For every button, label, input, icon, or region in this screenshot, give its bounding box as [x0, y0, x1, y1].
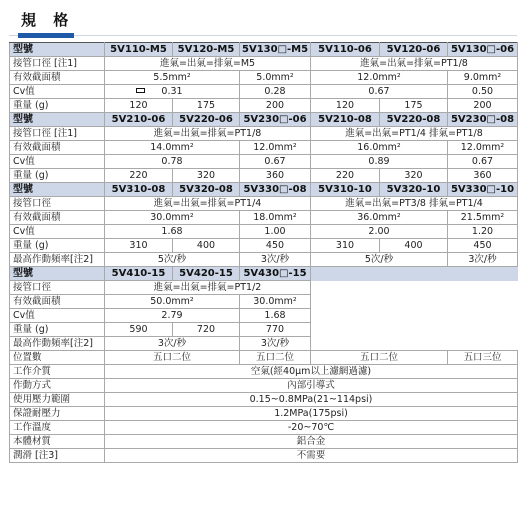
row-label: 最高作動頻率[注2] [10, 253, 105, 267]
area-cell: 12.0mm² [448, 141, 518, 155]
port-cell: 進氣=出氣=PT3/8 排氣=PT1/4 [311, 197, 518, 211]
weight-cell: 720 [173, 323, 240, 337]
cv-cell: 0.31 [105, 85, 240, 99]
freq-cell: 3次/秒 [240, 337, 311, 351]
row-label: 型號 [10, 267, 105, 281]
row-label: 本體材質 [10, 435, 105, 449]
row-label: 重量 (g) [10, 239, 105, 253]
row-label: 有效截面積 [10, 141, 105, 155]
table-row [10, 127, 518, 141]
table-row [10, 351, 518, 365]
row-label: 重量 (g) [10, 323, 105, 337]
cv-cell: 1.68 [240, 309, 311, 323]
row-label: 重量 (g) [10, 169, 105, 183]
lubrication-cell: 不需要 [105, 449, 518, 463]
model-cell: 5V210-06 [105, 113, 173, 127]
freq-cell: 3次/秒 [105, 337, 240, 351]
cv-cell: 0.78 [105, 155, 240, 169]
table-row [10, 85, 518, 99]
row-label: 作動方式 [10, 379, 105, 393]
model-cell: 5V220-08 [380, 113, 448, 127]
model-cell: 5V430□-15 [240, 267, 311, 281]
table-row [10, 295, 518, 309]
table-row [10, 253, 518, 267]
model-cell: 5V130□-06 [448, 43, 518, 57]
table-row [10, 421, 518, 435]
table-row [10, 155, 518, 169]
freq-cell: 5次/秒 [311, 253, 448, 267]
cv-cell: 0.67 [448, 155, 518, 169]
area-cell: 21.5mm² [448, 211, 518, 225]
row-label: 最高作動頻率[注2] [10, 337, 105, 351]
table-row [10, 407, 518, 421]
spec-table [9, 42, 518, 463]
cv-cell: 0.89 [311, 155, 448, 169]
row-label: 有效截面積 [10, 211, 105, 225]
cv-cell: 2.00 [311, 225, 448, 239]
area-cell: 5.0mm² [240, 71, 311, 85]
positions-cell: 五口二位 [311, 351, 448, 365]
weight-cell: 200 [448, 99, 518, 113]
medium-cell: 空氣(經40μm以上濾網過濾) [105, 365, 518, 379]
row-label: 接管口徑 [注1] [10, 57, 105, 71]
weight-cell: 590 [105, 323, 173, 337]
table-row [10, 99, 518, 113]
area-cell: 12.0mm² [311, 71, 448, 85]
empty-area [311, 323, 518, 337]
model-cell: 5V210-08 [311, 113, 380, 127]
empty-area [311, 337, 518, 351]
positions-cell: 五口二位 [240, 351, 311, 365]
area-cell: 36.0mm² [311, 211, 448, 225]
row-label: 有效截面積 [10, 71, 105, 85]
weight-cell: 450 [448, 239, 518, 253]
positions-cell: 五口二位 [105, 351, 240, 365]
table-row [10, 365, 518, 379]
table-row [10, 309, 518, 323]
table-row [10, 281, 518, 295]
port-cell: 進氣=出氣=排氣=PT1/2 [105, 281, 311, 295]
freq-cell: 3次/秒 [448, 253, 518, 267]
area-cell: 30.0mm² [105, 211, 240, 225]
weight-cell: 360 [448, 169, 518, 183]
weight-cell: 400 [380, 239, 448, 253]
weight-cell: 360 [240, 169, 311, 183]
weight-cell: 310 [105, 239, 173, 253]
port-cell: 進氣=出氣=排氣=PT1/8 [105, 127, 311, 141]
area-cell: 12.0mm² [240, 141, 311, 155]
table-row [10, 71, 518, 85]
area-cell: 18.0mm² [240, 211, 311, 225]
port-cell: 進氣=出氣=排氣=PT1/8 [311, 57, 518, 71]
model-cell: 5V310-10 [311, 183, 380, 197]
table-row [10, 113, 518, 127]
port-cell: 進氣=出氣=排氣=M5 [105, 57, 311, 71]
freq-cell: 5次/秒 [105, 253, 240, 267]
model-cell: 5V310-08 [105, 183, 173, 197]
table-row [10, 435, 518, 449]
weight-cell: 200 [240, 99, 311, 113]
model-cell: 5V230□-06 [240, 113, 311, 127]
model-cell: 5V320-08 [173, 183, 240, 197]
model-cell: 5V420-15 [173, 267, 240, 281]
row-label: 工作介質 [10, 365, 105, 379]
model-cell: 5V110-M5 [105, 43, 173, 57]
weight-cell: 120 [311, 99, 380, 113]
row-label: Cv值 [10, 85, 105, 99]
cv-cell: 2.79 [105, 309, 240, 323]
table-row [10, 183, 518, 197]
model-cell: 5V230□-08 [448, 113, 518, 127]
table-row [10, 141, 518, 155]
cv-cell: 0.28 [240, 85, 311, 99]
cv-cell: 0.50 [448, 85, 518, 99]
empty-area [311, 295, 518, 309]
mode-cell: 內部引導式 [105, 379, 518, 393]
area-cell: 14.0mm² [105, 141, 240, 155]
table-row [10, 43, 518, 57]
model-cell: 5V330□-10 [448, 183, 518, 197]
model-cell: 5V220-06 [173, 113, 240, 127]
row-label: 潤滑 [注3] [10, 449, 105, 463]
proof-pressure-cell: 1.2MPa(175psi) [105, 407, 518, 421]
table-row [10, 169, 518, 183]
row-label: 接管口徑 [10, 197, 105, 211]
model-cell: 5V120-06 [380, 43, 448, 57]
table-row [10, 57, 518, 71]
weight-cell: 220 [311, 169, 380, 183]
pressure-cell: 0.15~0.8MPa(21~114psi) [105, 393, 518, 407]
row-label: Cv值 [10, 155, 105, 169]
weight-cell: 175 [380, 99, 448, 113]
model-cell: 5V120-M5 [173, 43, 240, 57]
weight-cell: 175 [173, 99, 240, 113]
area-cell: 30.0mm² [240, 295, 311, 309]
area-cell: 5.5mm² [105, 71, 240, 85]
cv-cell: 1.00 [240, 225, 311, 239]
table-row [10, 323, 518, 337]
row-label: 使用壓力範圍 [10, 393, 105, 407]
table-row [10, 337, 518, 351]
temperature-cell: -20~70℃ [105, 421, 518, 435]
weight-cell: 120 [105, 99, 173, 113]
freq-cell: 3次/秒 [240, 253, 311, 267]
row-label: 工作溫度 [10, 421, 105, 435]
port-cell: 進氣=出氣=排氣=PT1/4 [105, 197, 311, 211]
row-label: Cv值 [10, 309, 105, 323]
title-accent-bar [18, 33, 74, 38]
table-row [10, 239, 518, 253]
weight-cell: 770 [240, 323, 311, 337]
empty-area [311, 281, 518, 295]
model-cell: 5V330□-08 [240, 183, 311, 197]
row-label: 型號 [10, 183, 105, 197]
table-row [10, 393, 518, 407]
weight-cell: 310 [311, 239, 380, 253]
area-cell: 9.0mm² [448, 71, 518, 85]
section-header [9, 5, 517, 36]
area-cell: 16.0mm² [311, 141, 448, 155]
page-title: 規 格 [21, 11, 75, 29]
model-cell: 5V130□-M5 [240, 43, 311, 57]
empty-area [311, 267, 518, 281]
material-cell: 鋁合金 [105, 435, 518, 449]
model-cell: 5V320-10 [380, 183, 448, 197]
table-row [10, 449, 518, 463]
table-row [10, 267, 518, 281]
positions-cell: 五口三位 [448, 351, 518, 365]
table-row [10, 197, 518, 211]
model-cell: 5V410-15 [105, 267, 173, 281]
port-cell: 進氣=出氣=PT1/4 排氣=PT1/8 [311, 127, 518, 141]
row-label: 重量 (g) [10, 99, 105, 113]
weight-cell: 320 [380, 169, 448, 183]
cv-cell: 1.20 [448, 225, 518, 239]
table-row [10, 225, 518, 239]
row-label: 型號 [10, 113, 105, 127]
cv-cell: 1.68 [105, 225, 240, 239]
row-label: 有效截面積 [10, 295, 105, 309]
row-label: 接管口徑 [10, 281, 105, 295]
table-row [10, 379, 518, 393]
model-cell: 5V110-06 [311, 43, 380, 57]
row-label: 接管口徑 [注1] [10, 127, 105, 141]
area-cell: 50.0mm² [105, 295, 240, 309]
cv-cell: 0.67 [311, 85, 448, 99]
weight-cell: 450 [240, 239, 311, 253]
row-label: 保證耐壓力 [10, 407, 105, 421]
row-label: 型號 [10, 43, 105, 57]
empty-area [311, 309, 518, 323]
weight-cell: 320 [173, 169, 240, 183]
cv-cell: 0.67 [240, 155, 311, 169]
table-row [10, 211, 518, 225]
row-label: Cv值 [10, 225, 105, 239]
row-label: 位置數 [10, 351, 105, 365]
weight-cell: 400 [173, 239, 240, 253]
cursor-marker [136, 88, 145, 93]
weight-cell: 220 [105, 169, 173, 183]
